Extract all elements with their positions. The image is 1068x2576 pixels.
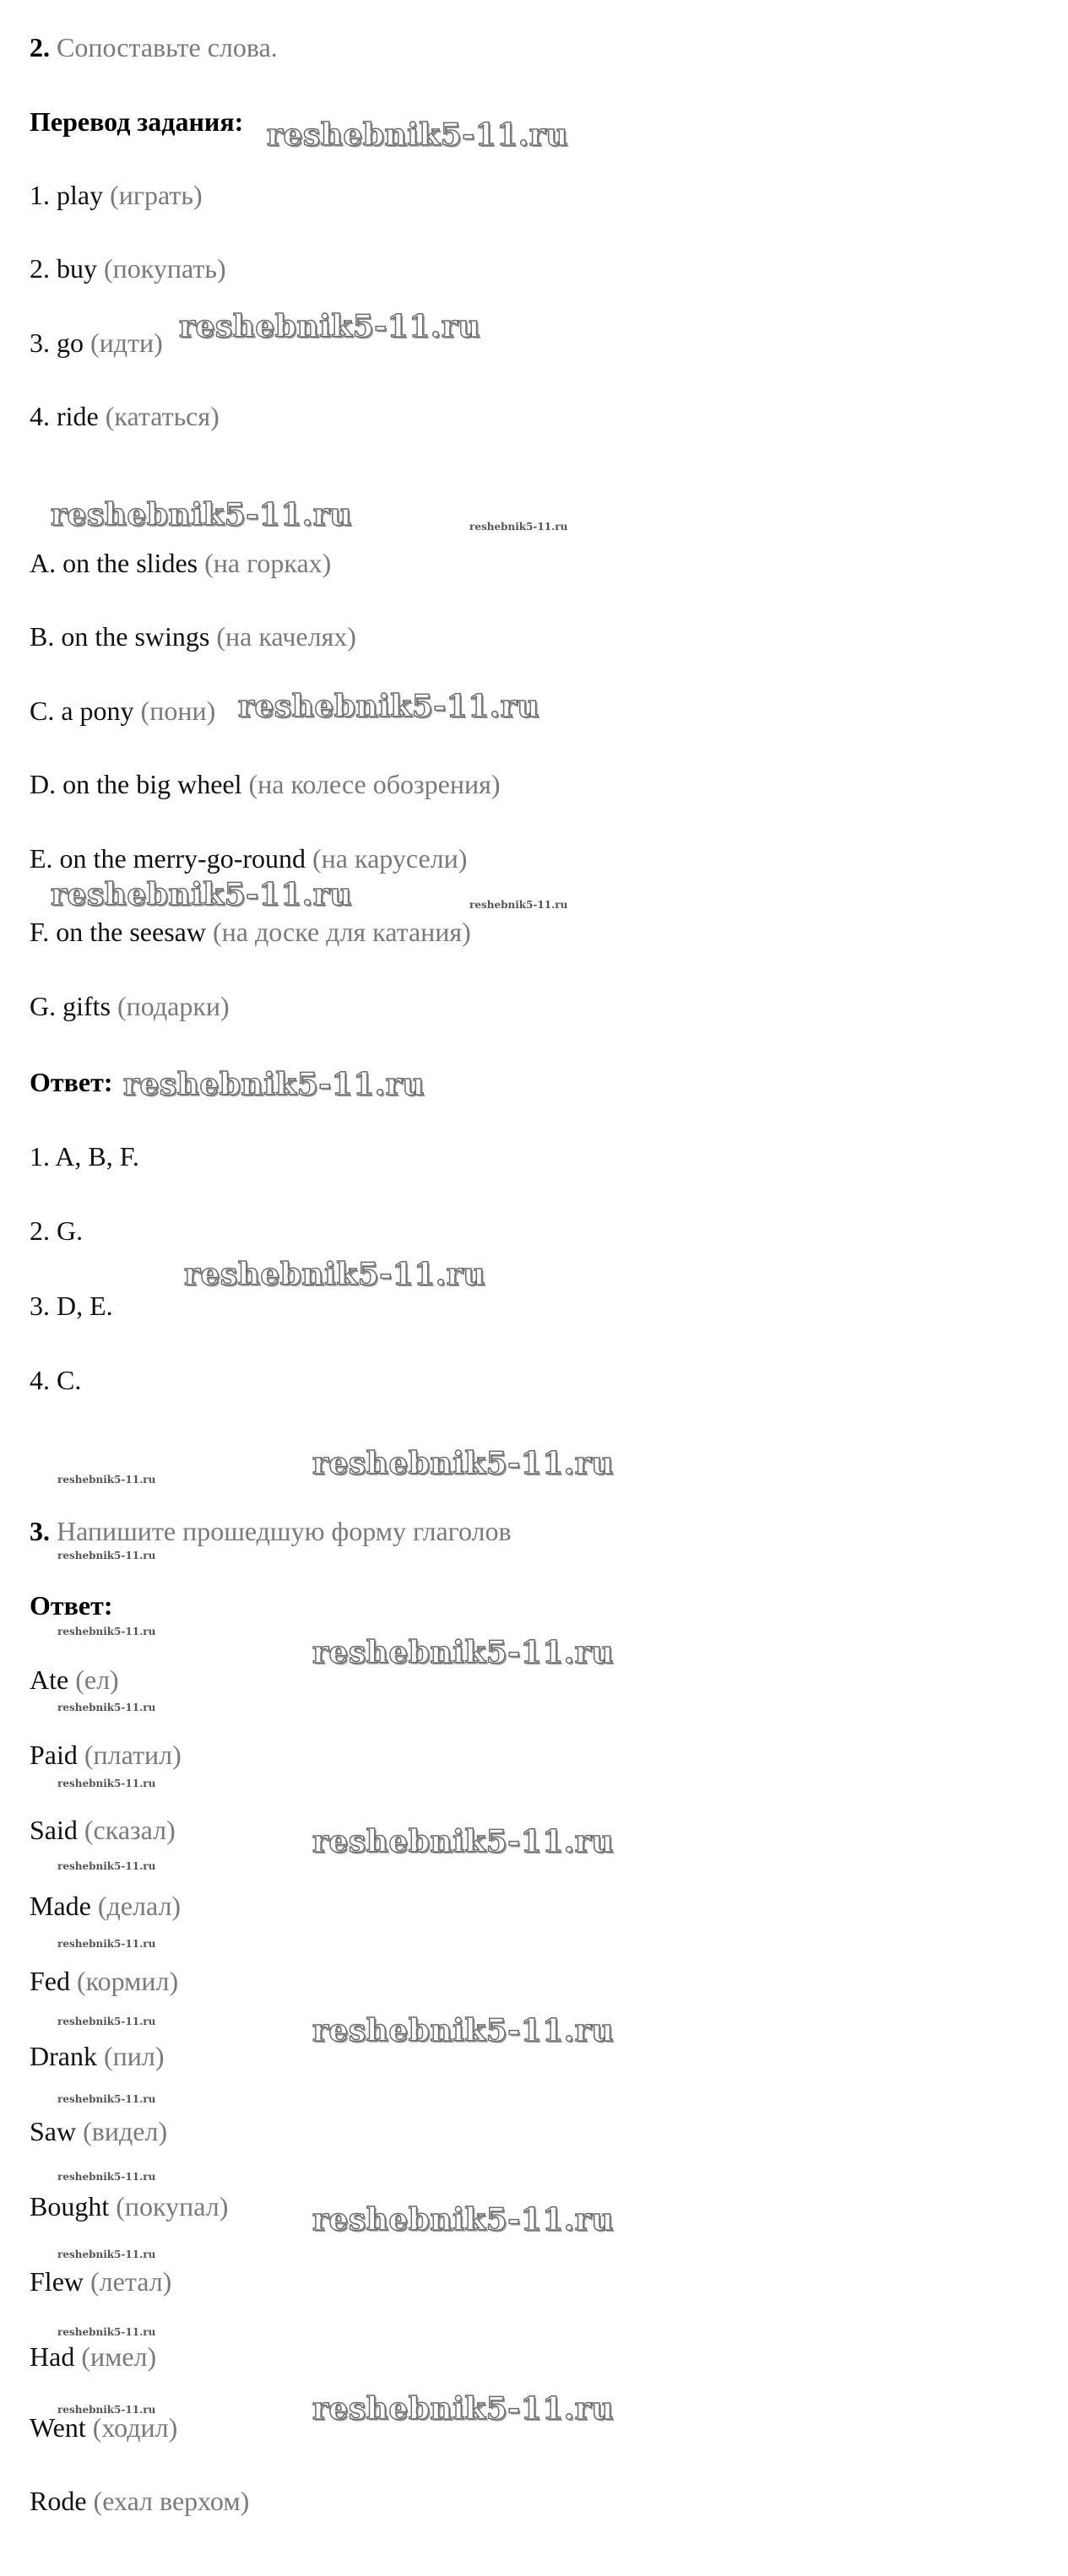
phrase-translation: (на карусели) bbox=[312, 843, 468, 874]
past-form-en: Bought bbox=[30, 2191, 110, 2222]
past-form-ru: (делал) bbox=[97, 1891, 182, 1921]
past-form-ru: (ходил) bbox=[92, 2412, 178, 2443]
watermark: reshebnik5-11.ru bbox=[51, 497, 352, 533]
phrase-translation: (на горках) bbox=[204, 548, 332, 578]
past-form-ru: (платил) bbox=[84, 1740, 182, 1770]
watermark-small: reshebnik5-11.ru bbox=[469, 899, 568, 911]
past-form-item bbox=[30, 2484, 249, 2518]
watermark-small: reshebnik5-11.ru bbox=[57, 2171, 156, 2183]
verb-translation: (покупать) bbox=[104, 253, 226, 284]
past-form-item bbox=[30, 1663, 119, 1697]
verb-label: 2. buy bbox=[30, 253, 97, 284]
answer-item: 4. C. bbox=[30, 1365, 82, 1395]
watermark-small: reshebnik5-11.ru bbox=[57, 1474, 156, 1486]
watermark: reshebnik5-11.ru bbox=[312, 2202, 614, 2238]
watermark-small: reshebnik5-11.ru bbox=[57, 2093, 156, 2105]
phrase-label: G. gifts bbox=[30, 991, 111, 1021]
past-form-ru: (ел) bbox=[75, 1664, 119, 1695]
past-form-en: Saw bbox=[30, 2116, 77, 2146]
past-form-item bbox=[30, 2340, 156, 2373]
verb-item bbox=[30, 399, 220, 433]
watermark: reshebnik5-11.ru bbox=[184, 1257, 485, 1292]
past-form-en: Fed bbox=[30, 1966, 70, 1996]
past-form-en: Flew bbox=[30, 2266, 84, 2297]
verb-translation: (идти) bbox=[90, 327, 163, 358]
verb-item bbox=[30, 252, 226, 285]
phrase-label: A. on the slides bbox=[30, 548, 198, 578]
phrase-item bbox=[30, 915, 471, 949]
watermark: reshebnik5-11.ru bbox=[179, 309, 480, 344]
verb-label: 4. ride bbox=[30, 401, 99, 431]
past-form-ru: (летал) bbox=[90, 2266, 172, 2297]
past-form-en: Rode bbox=[30, 2486, 87, 2516]
phrase-item bbox=[30, 767, 501, 801]
watermark-small: reshebnik5-11.ru bbox=[57, 1778, 156, 1789]
verb-translation: (играть) bbox=[110, 180, 203, 210]
watermark: reshebnik5-11.ru bbox=[123, 1067, 425, 1102]
past-form-ru: (сказал) bbox=[84, 1815, 176, 1845]
phrase-label: E. on the merry-go-round bbox=[30, 843, 306, 874]
watermark: reshebnik5-11.ru bbox=[51, 877, 352, 912]
past-form-en: Made bbox=[30, 1891, 91, 1921]
watermark: reshebnik5-11.ru bbox=[312, 2013, 614, 2048]
watermark-small: reshebnik5-11.ru bbox=[57, 1626, 156, 1637]
watermark: reshebnik5-11.ru bbox=[267, 117, 568, 153]
task2-number: 2. bbox=[30, 32, 50, 62]
phrase-item bbox=[30, 694, 215, 728]
past-form-item bbox=[30, 2265, 171, 2298]
answer-item: 1. A, B, F. bbox=[30, 1141, 139, 1172]
phrase-item bbox=[30, 620, 356, 653]
phrase-label: B. on the swings bbox=[30, 621, 210, 652]
phrase-label: C. a pony bbox=[30, 695, 134, 726]
past-form-item bbox=[30, 2189, 228, 2223]
past-form-en: Had bbox=[30, 2341, 75, 2372]
task3-number: 3. bbox=[30, 1516, 50, 1546]
watermark: reshebnik5-11.ru bbox=[312, 1446, 614, 1481]
phrase-translation: (на качелях) bbox=[216, 621, 356, 652]
verb-label: 3. go bbox=[30, 327, 84, 358]
watermark-small: reshebnik5-11.ru bbox=[57, 1860, 156, 1872]
task2-instruction: Сопоставьте слова. bbox=[57, 32, 278, 62]
past-form-en: Said bbox=[30, 1815, 78, 1845]
past-form-ru: (ехал верхом) bbox=[93, 2486, 250, 2516]
past-form-ru: (пил) bbox=[103, 2041, 165, 2071]
watermark-small: reshebnik5-11.ru bbox=[57, 2404, 156, 2416]
task2-answer-heading: Ответ: bbox=[30, 1067, 113, 1097]
past-form-en: Ate bbox=[30, 1664, 69, 1695]
past-form-en: Paid bbox=[30, 1740, 78, 1770]
phrase-translation: (пони) bbox=[140, 695, 216, 726]
task3-answer-heading: Ответ: bbox=[30, 1590, 113, 1621]
verb-item bbox=[30, 178, 203, 212]
answer-item: 3. D, E. bbox=[30, 1291, 113, 1321]
watermark-small: reshebnik5-11.ru bbox=[469, 521, 568, 533]
past-form-item bbox=[30, 1889, 181, 1923]
phrase-label: F. on the seesaw bbox=[30, 917, 206, 947]
watermark: reshebnik5-11.ru bbox=[312, 2391, 614, 2427]
phrase-translation: (подарки) bbox=[117, 991, 230, 1021]
watermark-small: reshebnik5-11.ru bbox=[57, 2249, 156, 2260]
watermark: reshebnik5-11.ru bbox=[238, 689, 539, 724]
verb-item bbox=[30, 326, 163, 360]
watermark-small: reshebnik5-11.ru bbox=[57, 1550, 156, 1561]
phrase-item bbox=[30, 842, 467, 875]
watermark-small: reshebnik5-11.ru bbox=[57, 2326, 156, 2338]
past-form-item bbox=[30, 1813, 176, 1847]
past-form-item bbox=[30, 2114, 167, 2148]
past-form-item bbox=[30, 1738, 182, 1772]
past-form-ru: (видел) bbox=[83, 2116, 168, 2146]
watermark: reshebnik5-11.ru bbox=[312, 1824, 614, 1859]
task3-instruction: Напишите прошедшую форму глаголов bbox=[57, 1516, 512, 1546]
past-form-ru: (покупал) bbox=[116, 2191, 229, 2222]
past-form-item bbox=[30, 2039, 165, 2073]
watermark: reshebnik5-11.ru bbox=[312, 1635, 614, 1670]
answer-item: 2. G. bbox=[30, 1215, 84, 1246]
phrase-label: D. on the big wheel bbox=[30, 769, 242, 799]
past-form-item bbox=[30, 2411, 177, 2444]
past-form-ru: (имел) bbox=[81, 2341, 157, 2372]
watermark-small: reshebnik5-11.ru bbox=[57, 1702, 156, 1713]
phrase-item bbox=[30, 989, 230, 1023]
past-form-en: Went bbox=[30, 2412, 86, 2443]
past-form-item bbox=[30, 1964, 178, 1998]
task2-translation-heading: Перевод задания: bbox=[30, 106, 244, 137]
phrase-translation: (на колесе обозрения) bbox=[248, 769, 501, 799]
past-form-en: Drank bbox=[30, 2041, 97, 2071]
phrase-item bbox=[30, 546, 331, 580]
past-form-ru: (кормил) bbox=[77, 1966, 179, 1996]
watermark-small: reshebnik5-11.ru bbox=[57, 2016, 156, 2027]
watermark-small: reshebnik5-11.ru bbox=[57, 1938, 156, 1950]
task3-title bbox=[30, 1514, 512, 1548]
verb-label: 1. play bbox=[30, 180, 104, 210]
task2-title bbox=[30, 30, 278, 64]
phrase-translation: (на доске для катания) bbox=[212, 917, 471, 947]
verb-translation: (кататься) bbox=[105, 401, 220, 431]
